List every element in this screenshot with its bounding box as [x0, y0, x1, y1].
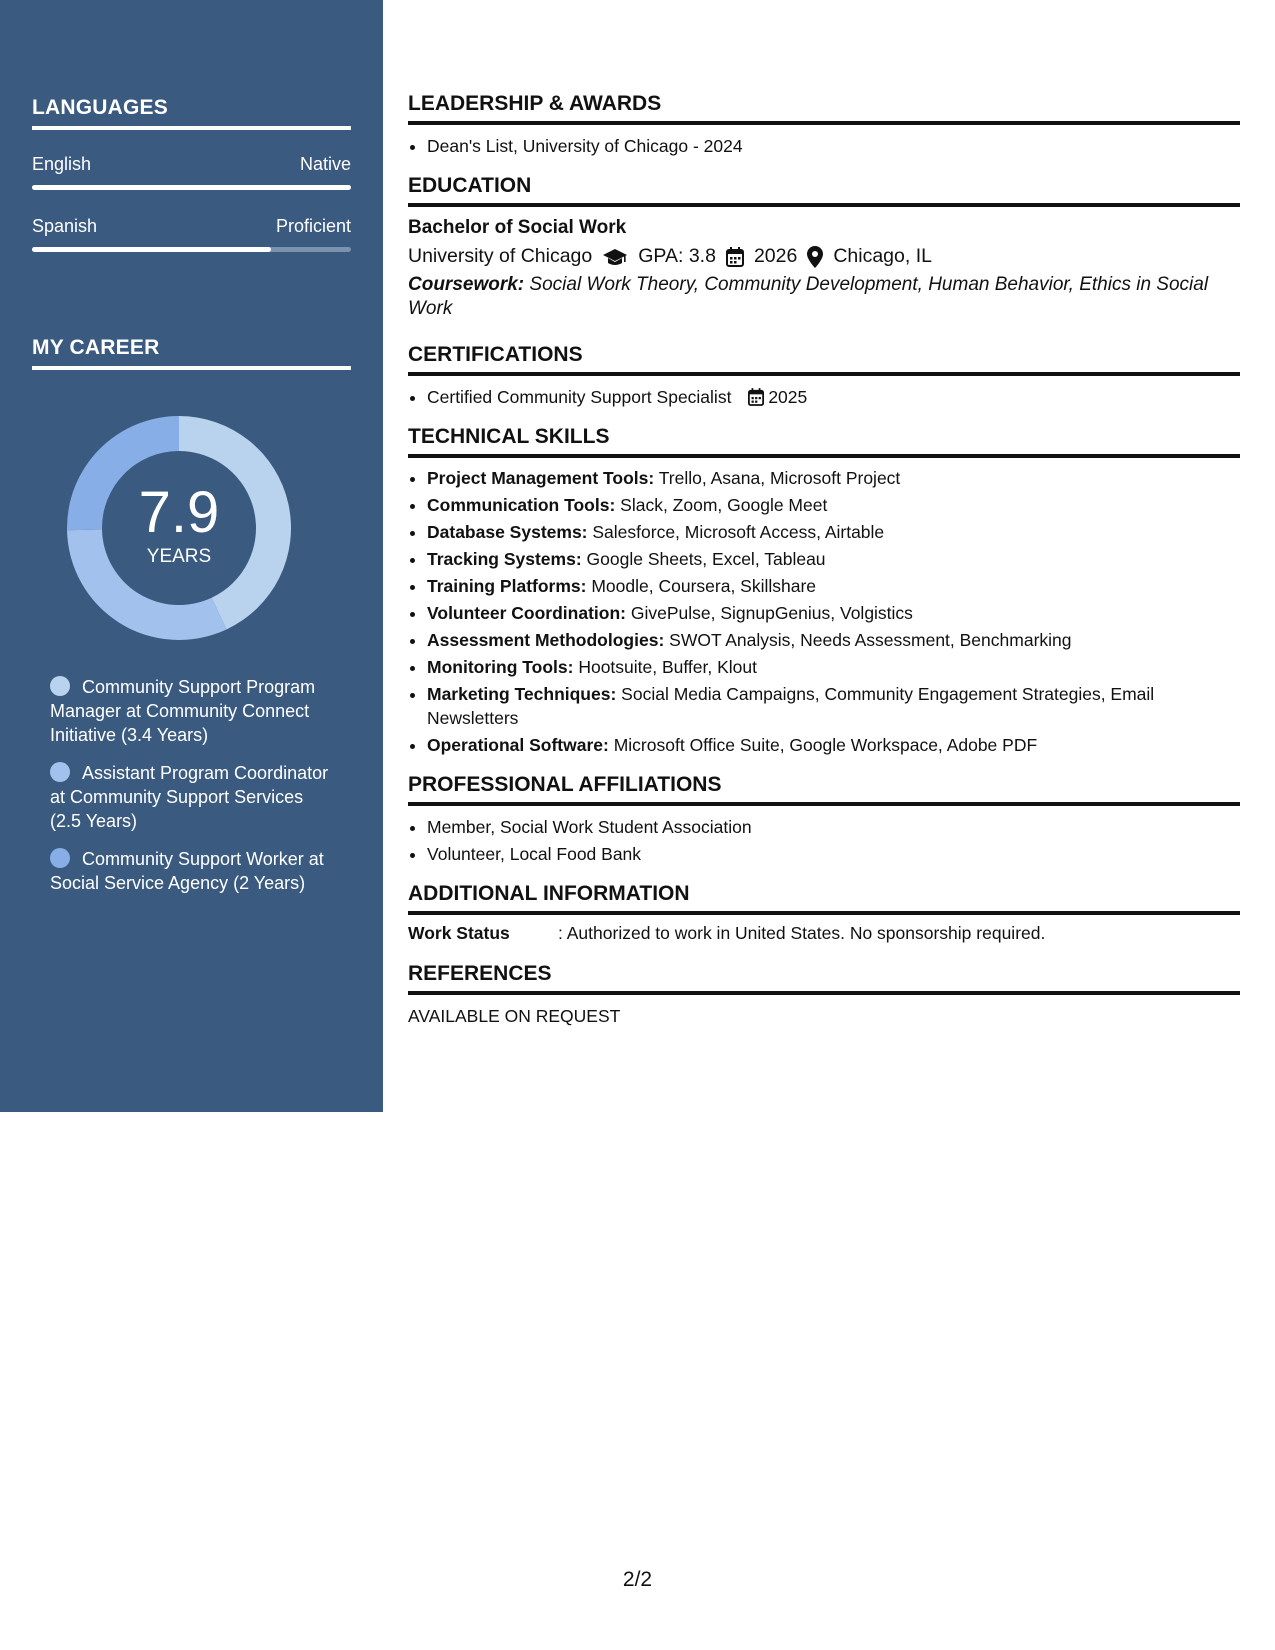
skill-value: SWOT Analysis, Needs Assessment, Benchmarking [669, 630, 1072, 650]
skill-item [427, 574, 1240, 598]
skill-label: Marketing Techniques: [427, 684, 617, 704]
education-title: EDUCATION [408, 174, 1240, 207]
language-level: Native [299, 154, 351, 174]
career-item-text: Assistant Program Coordinator at Community Support Services (2.5 Years) [50, 763, 329, 831]
work-status-row [408, 923, 1240, 944]
language-name: Spanish [32, 216, 98, 236]
gpa: GPA: 3.8 [638, 245, 716, 267]
skill-label: Assessment Methodologies: [427, 630, 665, 650]
skill-label: Volunteer Coordination: [427, 603, 626, 623]
calendar-icon [726, 247, 744, 267]
career-title: MY CAREER [32, 336, 351, 370]
certification-year: 2025 [768, 387, 808, 407]
work-status-value: : Authorized to work in United States. No sponsorship required. [558, 923, 1046, 943]
career-item [50, 675, 335, 747]
skill-value: Salesforce, Microsoft Access, Airtable [592, 522, 885, 542]
skills-list [408, 466, 1240, 757]
degree-name: Bachelor of Social Work [408, 217, 627, 238]
skill-item [427, 628, 1240, 652]
skill-value: Moodle, Coursera, Skillshare [591, 576, 817, 596]
leadership-list [408, 133, 1240, 160]
list-item: • Dean's List, University of Chicago - 2024 [427, 133, 1240, 160]
skill-value: Microsoft Office Suite, Google Workspace, Adobe PDF [613, 735, 1038, 755]
skill-label: Tracking Systems: [427, 549, 582, 569]
page-number: 2/2 [622, 1568, 653, 1591]
language-level: Proficient [275, 216, 351, 236]
skill-value: Social Media Campaigns, Community Engagement Strategies, Email Newsletters [427, 684, 1155, 728]
career-dot-icon [50, 762, 70, 782]
skill-item [427, 601, 1240, 625]
skill-label: Monitoring Tools: [427, 657, 574, 677]
skill-item [427, 547, 1240, 571]
career-dot-icon [50, 676, 70, 696]
career-dot-icon [50, 848, 70, 868]
list-item: • Volunteer, Local Food Bank [427, 841, 1240, 868]
languages-title: LANGUAGES [32, 96, 351, 130]
work-status-label: Work Status [408, 923, 510, 943]
language-name: English [32, 154, 92, 174]
skill-value: Hootsuite, Buffer, Klout [578, 657, 758, 677]
skills-title: TECHNICAL SKILLS [408, 425, 1240, 458]
donut-center [66, 415, 292, 641]
languages-section [32, 96, 351, 252]
skill-item [427, 682, 1240, 730]
career-total-years: 7.9 [138, 480, 220, 545]
skill-value: Slack, Zoom, Google Meet [620, 495, 828, 515]
coursework-text: Social Work Theory, Community Development, Human Behavior, Ethics in Social Work [408, 274, 1209, 319]
list-item: • Member, Social Work Student Association [427, 814, 1240, 841]
references-title: REFERENCES [408, 962, 1240, 995]
skill-item [427, 493, 1240, 517]
calendar-icon [748, 388, 764, 406]
main-content [408, 92, 1240, 1027]
additional-info-title: ADDITIONAL INFORMATION [408, 882, 1240, 915]
skill-label: Operational Software: [427, 735, 609, 755]
skill-label: Training Platforms: [427, 576, 587, 596]
language-bar-fill [32, 247, 271, 252]
certification-name: Certified Community Support Specialist [427, 387, 732, 407]
career-section [32, 336, 351, 370]
map-pin-icon [807, 246, 823, 268]
skill-label: Project Management Tools: [427, 468, 655, 488]
skill-label: Communication Tools: [427, 495, 616, 515]
skill-value: Google Sheets, Excel, Tableau [586, 549, 826, 569]
language-item [32, 154, 351, 190]
coursework-label: Coursework: [408, 274, 525, 295]
leadership-title: LEADERSHIP & AWARDS [408, 92, 1240, 125]
sidebar [0, 0, 383, 1112]
career-item-text: Community Support Program Manager at Community Connect Initiative (3.4 Years) [50, 677, 316, 745]
list-item [427, 384, 1240, 411]
references-text: AVAILABLE ON REQUEST [408, 1006, 621, 1026]
affiliations-list [408, 814, 1240, 868]
school-location: Chicago, IL [833, 245, 932, 267]
skill-item [427, 466, 1240, 490]
skill-value: Trello, Asana, Microsoft Project [658, 468, 901, 488]
language-bar-fill [32, 185, 351, 190]
certifications-list [408, 384, 1240, 411]
skill-value: GivePulse, SignupGenius, Volgistics [630, 603, 913, 623]
career-item [50, 761, 335, 833]
career-item [50, 847, 335, 895]
career-donut-chart [66, 415, 292, 641]
certifications-title: CERTIFICATIONS [408, 343, 1240, 376]
affiliations-title: PROFESSIONAL AFFILIATIONS [408, 773, 1240, 806]
language-item [32, 216, 351, 252]
coursework [408, 273, 1240, 321]
language-bar [32, 247, 351, 252]
education-details [408, 245, 1240, 268]
skill-label: Database Systems: [427, 522, 588, 542]
skill-item [427, 733, 1240, 757]
career-list [50, 675, 335, 909]
skill-item [427, 655, 1240, 679]
graduation-year: 2026 [753, 245, 798, 267]
language-bar [32, 185, 351, 190]
school-name: University of Chicago [408, 245, 593, 267]
career-years-unit: YEARS [146, 546, 212, 567]
graduation-cap-icon [602, 247, 628, 267]
skill-item [427, 520, 1240, 544]
career-item-text: Community Support Worker at Social Service Agency (2 Years) [50, 849, 324, 893]
